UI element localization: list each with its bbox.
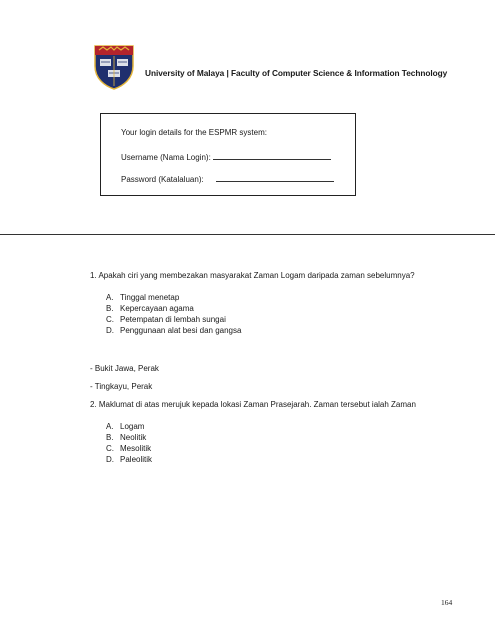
university-crest-logo: [93, 44, 135, 90]
password-row: [121, 173, 334, 184]
option-text: Logam: [120, 422, 145, 431]
option-text: Tinggal menetap: [120, 293, 180, 302]
question-1-option-a[interactable]: [106, 293, 179, 302]
question-1-option-c[interactable]: [106, 315, 226, 324]
question-1-option-d[interactable]: [106, 326, 241, 335]
question-2-option-c[interactable]: [106, 444, 151, 453]
password-label: Password (Katalaluan):: [121, 175, 204, 184]
option-text: Mesolitik: [120, 444, 152, 453]
question-2-option-a[interactable]: [106, 422, 144, 431]
option-text: Petempatan di lembah sungai: [120, 315, 226, 324]
option-text: Penggunaan alat besi dan gangsa: [120, 326, 242, 335]
username-blank[interactable]: [213, 151, 331, 160]
username-row: [121, 151, 331, 162]
option-text: Kepercayaan agama: [120, 304, 194, 313]
page-number: 164: [441, 598, 453, 607]
option-letter: B.: [106, 304, 114, 313]
option-letter: A.: [106, 422, 114, 431]
login-intro-text: Your login details for the ESPMR system:: [121, 128, 267, 137]
option-letter: D.: [106, 455, 114, 464]
section-divider: [0, 234, 495, 235]
username-label: Username (Nama Login):: [121, 153, 211, 162]
question-1-option-b[interactable]: [106, 304, 194, 313]
password-blank[interactable]: [216, 173, 334, 182]
login-details-box: [100, 113, 356, 196]
option-letter: C.: [106, 315, 114, 324]
option-letter: C.: [106, 444, 114, 453]
option-letter: A.: [106, 293, 114, 302]
question-1-text: 1. Apakah ciri yang membezakan masyarakat Zaman Logam daripada zaman sebelumnya?: [90, 271, 415, 280]
option-text: Paleolitik: [120, 455, 153, 464]
question-2-text: 2. Maklumat di atas merujuk kepada lokasi Zaman Prasejarah. Zaman tersebut ialah Zaman: [90, 400, 416, 409]
option-letter: B.: [106, 433, 114, 442]
option-text: Neolitik: [120, 433, 147, 442]
location-item: - Tingkayu, Perak: [90, 382, 153, 391]
page-header-title: University of Malaya | Faculty of Computer Science & Information Technology: [145, 68, 448, 78]
option-letter: D.: [106, 326, 114, 335]
question-2-option-d[interactable]: [106, 455, 152, 464]
question-2-option-b[interactable]: [106, 433, 146, 442]
location-item: - Bukit Jawa, Perak: [90, 364, 159, 373]
